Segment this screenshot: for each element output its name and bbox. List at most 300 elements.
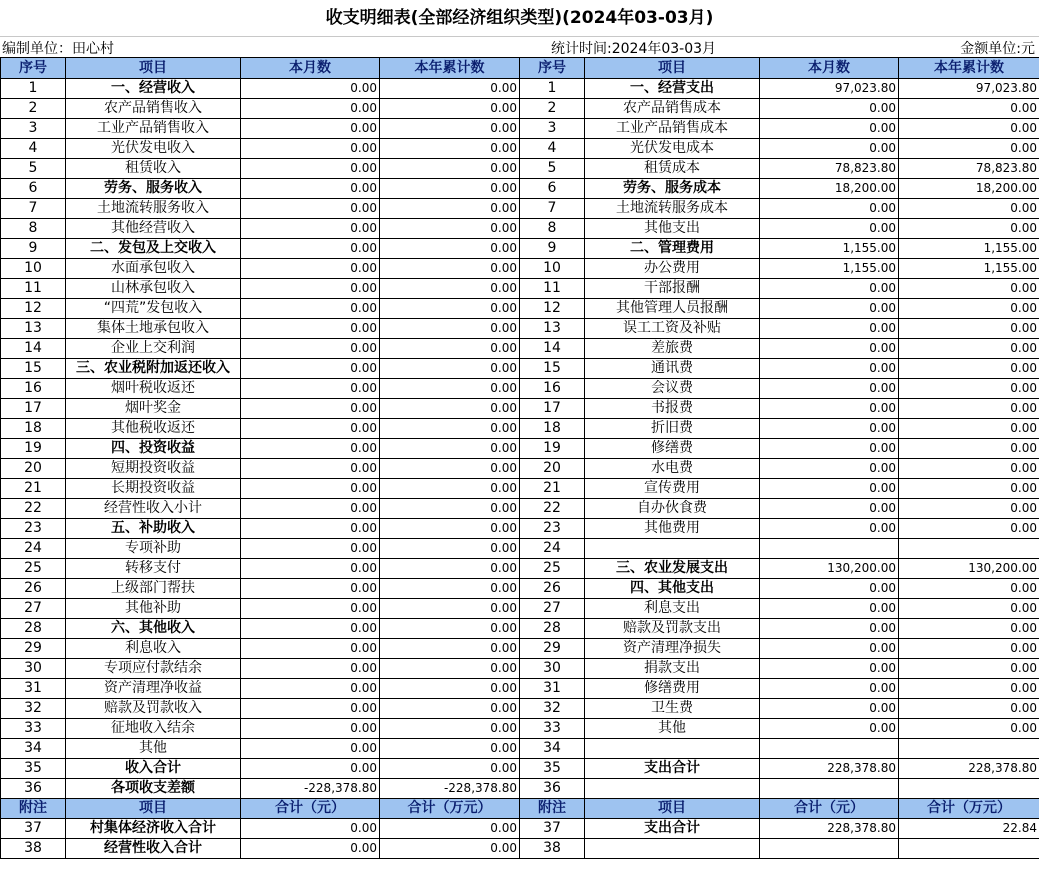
expense-ytd-value: 0.00 — [899, 519, 1039, 539]
header-cell: 合计（元） — [241, 799, 380, 819]
income-item-name: 专项补助 — [66, 539, 241, 559]
row-seq-left: 20 — [1, 459, 66, 479]
expense-ytd-value: 228,378.80 — [899, 759, 1039, 779]
row-seq-right: 13 — [520, 319, 585, 339]
income-month-value: -228,378.80 — [241, 779, 380, 799]
income-ytd-value: 0.00 — [380, 379, 520, 399]
income-month-value: 0.00 — [241, 679, 380, 699]
expense-item-name — [585, 739, 760, 759]
header-cell: 本月数 — [241, 58, 380, 79]
income-month-value: 0.00 — [241, 199, 380, 219]
income-month-value: 0.00 — [241, 539, 380, 559]
row-seq-right: 16 — [520, 379, 585, 399]
table-row — [1, 179, 1039, 199]
expense-ytd-value: 0.00 — [899, 599, 1039, 619]
expense-month-value: 0.00 — [760, 459, 899, 479]
income-item-name: 经营性收入合计 — [66, 839, 241, 859]
table-row — [1, 79, 1039, 99]
income-ytd-value: 0.00 — [380, 559, 520, 579]
income-ytd-value: 0.00 — [380, 759, 520, 779]
income-ytd-value: 0.00 — [380, 459, 520, 479]
amount-unit: 金额单位:元 — [960, 41, 1035, 57]
header-cell: 附注 — [520, 799, 585, 819]
row-seq-right: 24 — [520, 539, 585, 559]
expense-month-value: 0.00 — [760, 499, 899, 519]
expense-item-name: 支出合计 — [585, 819, 760, 839]
income-item-name: 二、发包及上交收入 — [66, 239, 241, 259]
income-month-value: 0.00 — [241, 139, 380, 159]
expense-ytd-value: 0.00 — [899, 499, 1039, 519]
expense-month-value: 0.00 — [760, 439, 899, 459]
table-row — [1, 619, 1039, 639]
income-ytd-value: 0.00 — [380, 699, 520, 719]
income-ytd-value: 0.00 — [380, 299, 520, 319]
income-ytd-value: 0.00 — [380, 479, 520, 499]
row-seq-left: 25 — [1, 559, 66, 579]
table-row — [1, 839, 1039, 859]
row-seq-left: 2 — [1, 99, 66, 119]
income-month-value: 0.00 — [241, 719, 380, 739]
expense-item-name — [585, 539, 760, 559]
row-seq-left: 16 — [1, 379, 66, 399]
income-month-value: 0.00 — [241, 519, 380, 539]
table-row — [1, 359, 1039, 379]
table-row — [1, 459, 1039, 479]
row-seq-left: 15 — [1, 359, 66, 379]
expense-month-value: 0.00 — [760, 579, 899, 599]
income-month-value: 0.00 — [241, 399, 380, 419]
income-month-value: 0.00 — [241, 159, 380, 179]
income-item-name: 征地收入结余 — [66, 719, 241, 739]
expense-ytd-value: 0.00 — [899, 319, 1039, 339]
header-cell: 本年累计数 — [899, 58, 1039, 79]
table-row — [1, 599, 1039, 619]
expense-item-name: 宣传费用 — [585, 479, 760, 499]
expense-ytd-value: 22.84 — [899, 819, 1039, 839]
expense-month-value: 0.00 — [760, 599, 899, 619]
expense-ytd-value: 0.00 — [899, 199, 1039, 219]
expense-month-value: 0.00 — [760, 619, 899, 639]
income-item-name: 各项收支差额 — [66, 779, 241, 799]
table-row — [1, 739, 1039, 759]
income-month-value: 0.00 — [241, 99, 380, 119]
expense-month-value: 18,200.00 — [760, 179, 899, 199]
income-ytd-value: 0.00 — [380, 519, 520, 539]
income-month-value: 0.00 — [241, 279, 380, 299]
expense-item-name — [585, 839, 760, 859]
expense-item-name — [585, 779, 760, 799]
row-seq-left: 33 — [1, 719, 66, 739]
income-item-name: 企业上交利润 — [66, 339, 241, 359]
expense-ytd-value: 0.00 — [899, 299, 1039, 319]
row-seq-left: 38 — [1, 839, 66, 859]
row-seq-left: 35 — [1, 759, 66, 779]
row-seq-left: 23 — [1, 519, 66, 539]
expense-ytd-value: 1,155.00 — [899, 259, 1039, 279]
expense-month-value — [760, 739, 899, 759]
expense-item-name: 一、经营支出 — [585, 79, 760, 99]
row-seq-right: 19 — [520, 439, 585, 459]
row-seq-left: 26 — [1, 579, 66, 599]
income-month-value: 0.00 — [241, 459, 380, 479]
income-ytd-value: 0.00 — [380, 619, 520, 639]
income-item-name: 转移支付 — [66, 559, 241, 579]
expense-month-value: 0.00 — [760, 139, 899, 159]
statistics-period: 统计时间:2024年03-03月 — [551, 41, 717, 57]
table-row — [1, 279, 1039, 299]
income-ytd-value: 0.00 — [380, 99, 520, 119]
table-row — [1, 679, 1039, 699]
row-seq-right: 33 — [520, 719, 585, 739]
row-seq-right: 7 — [520, 199, 585, 219]
table-row — [1, 259, 1039, 279]
expense-ytd-value: 0.00 — [899, 579, 1039, 599]
income-ytd-value: 0.00 — [380, 239, 520, 259]
income-ytd-value: 0.00 — [380, 679, 520, 699]
reporting-unit: 编制单位：田心村 — [2, 41, 114, 57]
income-item-name: “四荒”发包收入 — [66, 299, 241, 319]
table-row — [1, 379, 1039, 399]
expense-item-name: 农产品销售成本 — [585, 99, 760, 119]
row-seq-right: 9 — [520, 239, 585, 259]
expense-month-value — [760, 539, 899, 559]
table-row — [1, 639, 1039, 659]
income-ytd-value: 0.00 — [380, 279, 520, 299]
expense-ytd-value: 18,200.00 — [899, 179, 1039, 199]
expense-item-name: 折旧费 — [585, 419, 760, 439]
income-item-name: 利息收入 — [66, 639, 241, 659]
row-seq-right: 36 — [520, 779, 585, 799]
income-item-name: 资产清理净收益 — [66, 679, 241, 699]
expense-month-value: 0.00 — [760, 299, 899, 319]
income-month-value: 0.00 — [241, 819, 380, 839]
income-item-name: 上级部门帮扶 — [66, 579, 241, 599]
expense-month-value: 0.00 — [760, 479, 899, 499]
income-item-name: 其他补助 — [66, 599, 241, 619]
row-seq-left: 4 — [1, 139, 66, 159]
expense-ytd-value — [899, 539, 1039, 559]
expense-item-name: 光伏发电成本 — [585, 139, 760, 159]
expense-item-name: 差旅费 — [585, 339, 760, 359]
expense-item-name: 利息支出 — [585, 599, 760, 619]
expense-ytd-value: 0.00 — [899, 619, 1039, 639]
expense-ytd-value: 0.00 — [899, 419, 1039, 439]
income-month-value: 0.00 — [241, 239, 380, 259]
income-month-value: 0.00 — [241, 699, 380, 719]
table-row — [1, 779, 1039, 799]
income-month-value: 0.00 — [241, 639, 380, 659]
header-cell: 附注 — [1, 799, 66, 819]
expense-ytd-value: 0.00 — [899, 359, 1039, 379]
income-month-value: 0.00 — [241, 379, 380, 399]
expense-month-value: 228,378.80 — [760, 759, 899, 779]
income-month-value: 0.00 — [241, 559, 380, 579]
expense-ytd-value: 0.00 — [899, 119, 1039, 139]
expense-item-name: 赔款及罚款支出 — [585, 619, 760, 639]
income-item-name: 烟叶奖金 — [66, 399, 241, 419]
expense-month-value: 0.00 — [760, 519, 899, 539]
row-seq-right: 38 — [520, 839, 585, 859]
header-cell: 合计（元） — [760, 799, 899, 819]
income-ytd-value: 0.00 — [380, 199, 520, 219]
income-item-name: 烟叶税收返还 — [66, 379, 241, 399]
row-seq-right: 37 — [520, 819, 585, 839]
income-month-value: 0.00 — [241, 659, 380, 679]
row-seq-right: 6 — [520, 179, 585, 199]
expense-ytd-value: 0.00 — [899, 339, 1039, 359]
row-seq-left: 7 — [1, 199, 66, 219]
expense-item-name: 捐款支出 — [585, 659, 760, 679]
row-seq-right: 11 — [520, 279, 585, 299]
table-row — [1, 119, 1039, 139]
income-ytd-value: 0.00 — [380, 79, 520, 99]
expense-item-name: 劳务、服务成本 — [585, 179, 760, 199]
expense-month-value: 97,023.80 — [760, 79, 899, 99]
expense-month-value: 0.00 — [760, 119, 899, 139]
header-cell: 本月数 — [760, 58, 899, 79]
row-seq-right: 18 — [520, 419, 585, 439]
income-month-value: 0.00 — [241, 579, 380, 599]
income-month-value: 0.00 — [241, 319, 380, 339]
income-item-name: 四、投资收益 — [66, 439, 241, 459]
expense-month-value — [760, 839, 899, 859]
expense-month-value: 0.00 — [760, 359, 899, 379]
expense-month-value: 0.00 — [760, 319, 899, 339]
expense-month-value: 0.00 — [760, 659, 899, 679]
income-ytd-value: 0.00 — [380, 359, 520, 379]
row-seq-right: 20 — [520, 459, 585, 479]
row-seq-left: 18 — [1, 419, 66, 439]
expense-ytd-value — [899, 739, 1039, 759]
table-row — [1, 159, 1039, 179]
table-header-row — [1, 58, 1039, 79]
row-seq-left: 22 — [1, 499, 66, 519]
table-row — [1, 539, 1039, 559]
income-month-value: 0.00 — [241, 619, 380, 639]
income-ytd-value: 0.00 — [380, 399, 520, 419]
income-item-name: 三、农业税附加返还收入 — [66, 359, 241, 379]
row-seq-left: 17 — [1, 399, 66, 419]
income-item-name: 村集体经济收入合计 — [66, 819, 241, 839]
income-ytd-value: 0.00 — [380, 839, 520, 859]
row-seq-left: 31 — [1, 679, 66, 699]
row-seq-right: 35 — [520, 759, 585, 779]
expense-ytd-value: 0.00 — [899, 439, 1039, 459]
income-item-name: 集体土地承包收入 — [66, 319, 241, 339]
income-month-value: 0.00 — [241, 119, 380, 139]
expense-ytd-value: 0.00 — [899, 139, 1039, 159]
expense-month-value: 0.00 — [760, 699, 899, 719]
row-seq-left: 9 — [1, 239, 66, 259]
expense-month-value — [760, 779, 899, 799]
table-row — [1, 339, 1039, 359]
expense-item-name: 通讯费 — [585, 359, 760, 379]
income-ytd-value: 0.00 — [380, 579, 520, 599]
expense-item-name: 自办伙食费 — [585, 499, 760, 519]
income-item-name: 短期投资收益 — [66, 459, 241, 479]
row-seq-left: 24 — [1, 539, 66, 559]
income-month-value: 0.00 — [241, 179, 380, 199]
income-month-value: 0.00 — [241, 759, 380, 779]
table-row — [1, 199, 1039, 219]
expense-item-name: 会议费 — [585, 379, 760, 399]
expense-ytd-value: 130,200.00 — [899, 559, 1039, 579]
income-ytd-value: 0.00 — [380, 659, 520, 679]
row-seq-left: 34 — [1, 739, 66, 759]
header-cell: 项目 — [66, 58, 241, 79]
expense-ytd-value: 0.00 — [899, 99, 1039, 119]
income-item-name: 五、补助收入 — [66, 519, 241, 539]
income-month-value: 0.00 — [241, 479, 380, 499]
income-item-name: 光伏发电收入 — [66, 139, 241, 159]
row-seq-right: 1 — [520, 79, 585, 99]
expense-ytd-value: 0.00 — [899, 399, 1039, 419]
income-month-value: 0.00 — [241, 259, 380, 279]
expense-month-value: 1,155.00 — [760, 239, 899, 259]
expense-item-name: 其他支出 — [585, 219, 760, 239]
header-cell: 项目 — [66, 799, 241, 819]
income-item-name: 农产品销售收入 — [66, 99, 241, 119]
row-seq-right: 10 — [520, 259, 585, 279]
expense-item-name: 书报费 — [585, 399, 760, 419]
income-ytd-value: 0.00 — [380, 339, 520, 359]
expense-ytd-value: 0.00 — [899, 719, 1039, 739]
income-ytd-value: 0.00 — [380, 719, 520, 739]
income-month-value: 0.00 — [241, 499, 380, 519]
header-cell: 项目 — [585, 58, 760, 79]
income-month-value: 0.00 — [241, 439, 380, 459]
expense-month-value: 0.00 — [760, 719, 899, 739]
expense-ytd-value: 0.00 — [899, 699, 1039, 719]
row-seq-right: 30 — [520, 659, 585, 679]
expense-month-value: 1,155.00 — [760, 259, 899, 279]
income-item-name: 专项应付款结余 — [66, 659, 241, 679]
table-row — [1, 319, 1039, 339]
expense-month-value: 0.00 — [760, 379, 899, 399]
income-item-name: 赔款及罚款收入 — [66, 699, 241, 719]
income-month-value: 0.00 — [241, 299, 380, 319]
row-seq-right: 22 — [520, 499, 585, 519]
row-seq-left: 19 — [1, 439, 66, 459]
expense-month-value: 0.00 — [760, 419, 899, 439]
table-row — [1, 659, 1039, 679]
income-ytd-value: 0.00 — [380, 439, 520, 459]
row-seq-left: 30 — [1, 659, 66, 679]
row-seq-right: 34 — [520, 739, 585, 759]
income-ytd-value: 0.00 — [380, 419, 520, 439]
row-seq-left: 21 — [1, 479, 66, 499]
table-row — [1, 219, 1039, 239]
row-seq-right: 21 — [520, 479, 585, 499]
income-ytd-value: 0.00 — [380, 319, 520, 339]
income-ytd-value: 0.00 — [380, 139, 520, 159]
income-item-name: 其他税收返还 — [66, 419, 241, 439]
row-seq-right: 4 — [520, 139, 585, 159]
row-seq-left: 10 — [1, 259, 66, 279]
expense-item-name: 其他管理人员报酬 — [585, 299, 760, 319]
income-month-value: 0.00 — [241, 219, 380, 239]
income-item-name: 六、其他收入 — [66, 619, 241, 639]
row-seq-left: 1 — [1, 79, 66, 99]
income-ytd-value: 0.00 — [380, 499, 520, 519]
expense-item-name: 水电费 — [585, 459, 760, 479]
expense-ytd-value: 0.00 — [899, 659, 1039, 679]
income-ytd-value: 0.00 — [380, 179, 520, 199]
expense-item-name: 土地流转服务成本 — [585, 199, 760, 219]
report-title: 收支明细表(全部经济组织类型)(2024年03-03月) — [325, 8, 714, 28]
row-seq-right: 3 — [520, 119, 585, 139]
footer-header-row — [1, 799, 1039, 819]
expense-item-name: 卫生费 — [585, 699, 760, 719]
expense-item-name: 工业产品销售成本 — [585, 119, 760, 139]
expense-item-name: 四、其他支出 — [585, 579, 760, 599]
expense-item-name: 修缮费 — [585, 439, 760, 459]
expense-item-name: 误工工资及补贴 — [585, 319, 760, 339]
row-seq-left: 37 — [1, 819, 66, 839]
income-expense-table — [0, 57, 1039, 859]
table-row — [1, 819, 1039, 839]
table-row — [1, 439, 1039, 459]
expense-ytd-value: 1,155.00 — [899, 239, 1039, 259]
income-ytd-value: 0.00 — [380, 219, 520, 239]
expense-ytd-value: 0.00 — [899, 479, 1039, 499]
row-seq-left: 6 — [1, 179, 66, 199]
table-row — [1, 419, 1039, 439]
income-month-value: 0.00 — [241, 839, 380, 859]
table-row — [1, 499, 1039, 519]
row-seq-left: 11 — [1, 279, 66, 299]
expense-item-name: 三、农业发展支出 — [585, 559, 760, 579]
row-seq-right: 25 — [520, 559, 585, 579]
expense-ytd-value: 97,023.80 — [899, 79, 1039, 99]
income-ytd-value: 0.00 — [380, 119, 520, 139]
table-row — [1, 579, 1039, 599]
expense-month-value: 0.00 — [760, 279, 899, 299]
income-ytd-value: 0.00 — [380, 259, 520, 279]
expense-month-value: 0.00 — [760, 339, 899, 359]
header-cell: 序号 — [1, 58, 66, 79]
row-seq-right: 17 — [520, 399, 585, 419]
table-row — [1, 479, 1039, 499]
expense-ytd-value: 0.00 — [899, 219, 1039, 239]
expense-item-name: 干部报酬 — [585, 279, 760, 299]
row-seq-right: 2 — [520, 99, 585, 119]
expense-month-value: 0.00 — [760, 219, 899, 239]
header-cell: 合计（万元） — [380, 799, 520, 819]
row-seq-left: 32 — [1, 699, 66, 719]
row-seq-right: 14 — [520, 339, 585, 359]
header-cell: 本年累计数 — [380, 58, 520, 79]
expense-month-value: 0.00 — [760, 399, 899, 419]
expense-month-value: 78,823.80 — [760, 159, 899, 179]
income-item-name: 工业产品销售收入 — [66, 119, 241, 139]
expense-item-name: 资产清理净损失 — [585, 639, 760, 659]
row-seq-right: 23 — [520, 519, 585, 539]
header-cell: 合计（万元） — [899, 799, 1039, 819]
income-ytd-value: -228,378.80 — [380, 779, 520, 799]
income-month-value: 0.00 — [241, 739, 380, 759]
income-ytd-value: 0.00 — [380, 539, 520, 559]
expense-ytd-value — [899, 779, 1039, 799]
row-seq-right: 8 — [520, 219, 585, 239]
row-seq-right: 28 — [520, 619, 585, 639]
expense-item-name: 租赁成本 — [585, 159, 760, 179]
expense-ytd-value: 0.00 — [899, 639, 1039, 659]
table-row — [1, 299, 1039, 319]
income-ytd-value: 0.00 — [380, 599, 520, 619]
expense-ytd-value: 78,823.80 — [899, 159, 1039, 179]
row-seq-right: 26 — [520, 579, 585, 599]
